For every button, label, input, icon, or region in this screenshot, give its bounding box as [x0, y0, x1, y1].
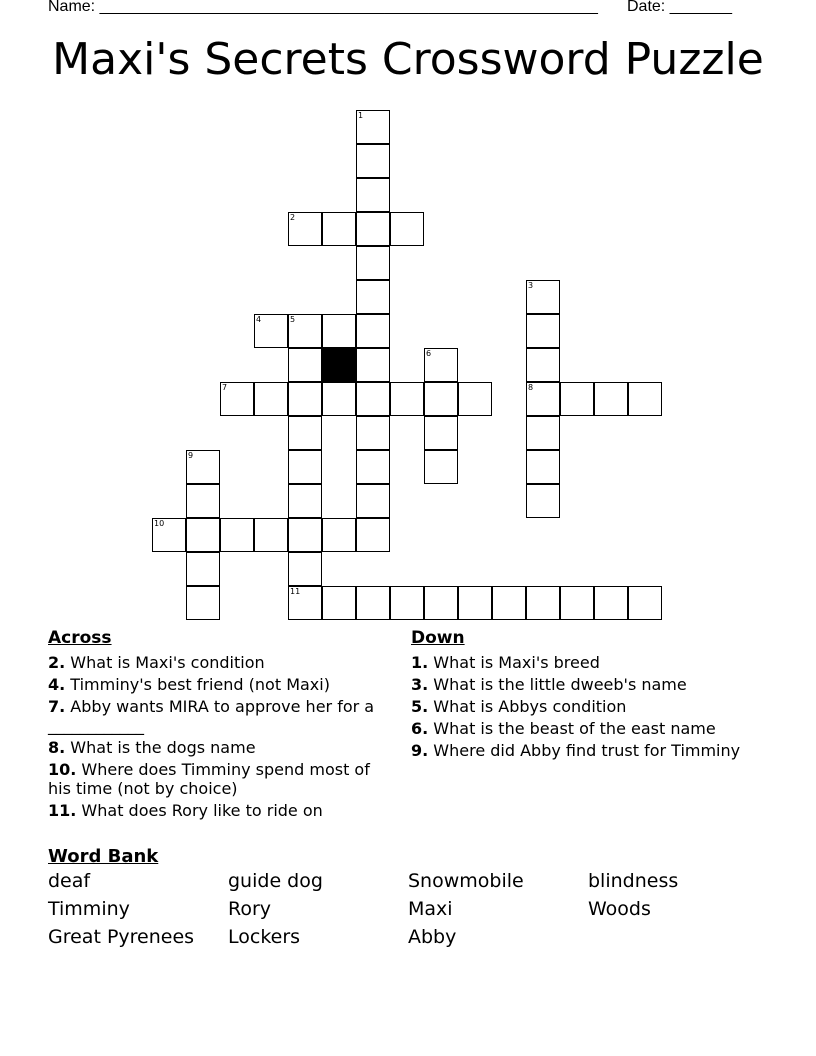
across-clues	[48, 628, 388, 823]
grid-cell[interactable]	[356, 144, 390, 178]
grid-cell[interactable]	[526, 484, 560, 518]
grid-cell[interactable]	[288, 450, 322, 484]
word-bank-word: guide dog	[228, 870, 323, 892]
grid-cell[interactable]	[458, 382, 492, 416]
grid-cell-2[interactable]	[288, 212, 322, 246]
word-bank-word: Abby	[408, 926, 457, 948]
grid-cell[interactable]	[628, 382, 662, 416]
grid-cell[interactable]	[628, 586, 662, 620]
clue-text: What is Maxi's breed	[428, 653, 600, 672]
grid-cell[interactable]	[424, 450, 458, 484]
down-clue	[411, 653, 771, 672]
down-clues	[411, 628, 771, 763]
across-clue-list	[48, 653, 388, 820]
grid-cell[interactable]	[186, 552, 220, 586]
grid-cell[interactable]	[288, 382, 322, 416]
grid-cell[interactable]	[322, 382, 356, 416]
clue-number: 7	[222, 383, 228, 392]
clue-number: 10	[154, 519, 165, 528]
clue-number-label: 10.	[48, 760, 77, 779]
grid-cell[interactable]	[322, 518, 356, 552]
grid-cell[interactable]	[288, 484, 322, 518]
grid-cell[interactable]	[356, 280, 390, 314]
clue-number: 9	[188, 451, 194, 460]
grid-cell[interactable]	[356, 212, 390, 246]
word-bank-heading: Word Bank	[48, 846, 159, 867]
down-clue	[411, 675, 771, 694]
grid-cell[interactable]	[186, 586, 220, 620]
grid-cell[interactable]	[356, 450, 390, 484]
clue-text: What is Maxi's condition	[65, 653, 265, 672]
clue-number-label: 5.	[411, 697, 429, 716]
grid-cell[interactable]	[560, 382, 594, 416]
clue-number: 1	[358, 111, 364, 120]
down-clue	[411, 719, 771, 738]
grid-cell[interactable]	[288, 348, 322, 382]
grid-cell[interactable]	[322, 314, 356, 348]
down-heading: Down	[411, 628, 465, 648]
clue-number: 6	[426, 349, 432, 358]
grid-cell-9[interactable]	[186, 450, 220, 484]
clue-number-label: 1.	[411, 653, 429, 672]
grid-cell[interactable]	[356, 246, 390, 280]
grid-cell[interactable]	[220, 518, 254, 552]
grid-cell[interactable]	[288, 416, 322, 450]
clue-text: What is Abbys condition	[428, 697, 627, 716]
down-clue	[411, 741, 771, 760]
clue-number-label: 9.	[411, 741, 429, 760]
clue-text: Where does Timminy spend most of his time (not by choice)	[48, 760, 370, 798]
grid-cell[interactable]	[526, 586, 560, 620]
grid-cell[interactable]	[560, 586, 594, 620]
across-clue	[48, 653, 388, 672]
word-bank-grid	[48, 870, 768, 949]
grid-cell[interactable]	[254, 518, 288, 552]
clue-text: Timminy's best friend (not Maxi)	[65, 675, 330, 694]
grid-cell[interactable]	[492, 586, 526, 620]
across-heading: Across	[48, 628, 112, 648]
grid-cell-8[interactable]	[526, 382, 560, 416]
grid-cell[interactable]	[356, 348, 390, 382]
word-bank	[48, 846, 768, 949]
page-title: Maxi's Secrets Crossword Puzzle	[52, 34, 764, 85]
word-bank-word: deaf	[48, 870, 91, 892]
grid-cell[interactable]	[526, 450, 560, 484]
clue-number: 2	[290, 213, 296, 222]
clue-text: What is the little dweeb's name	[428, 675, 687, 694]
clue-text: What does Rory like to ride on	[76, 801, 323, 820]
grid-cell[interactable]	[356, 314, 390, 348]
grid-cell-1[interactable]	[356, 110, 390, 144]
across-clue	[48, 738, 388, 757]
clue-number-label: 2.	[48, 653, 66, 672]
grid-cell-4[interactable]	[254, 314, 288, 348]
grid-cell[interactable]	[458, 586, 492, 620]
grid-cell[interactable]	[526, 314, 560, 348]
clue-number: 3	[528, 281, 534, 290]
across-clue	[48, 801, 388, 820]
grid-cell[interactable]	[356, 518, 390, 552]
across-clue	[48, 760, 388, 798]
grid-cell-7[interactable]	[220, 382, 254, 416]
word-bank-word: Woods	[588, 898, 651, 920]
clue-number-label: 7.	[48, 697, 66, 716]
clue-number-label: 8.	[48, 738, 66, 757]
across-clue	[48, 697, 388, 735]
clue-text: What is the beast of the east name	[428, 719, 716, 738]
word-bank-word: Snowmobile	[408, 870, 524, 892]
grid-cell[interactable]	[390, 212, 424, 246]
grid-cell-11[interactable]	[288, 586, 322, 620]
grid-cell-6[interactable]	[424, 348, 458, 382]
name-field-label: Name: ________________________________________________________	[48, 0, 598, 15]
clue-number: 11	[290, 587, 301, 596]
grid-cell[interactable]	[186, 518, 220, 552]
grid-cell[interactable]	[288, 552, 322, 586]
clue-number: 8	[528, 383, 534, 392]
grid-cell[interactable]	[356, 484, 390, 518]
grid-cell[interactable]	[356, 416, 390, 450]
clue-number-label: 6.	[411, 719, 429, 738]
word-bank-word: Lockers	[228, 926, 301, 948]
grid-cell[interactable]	[288, 518, 322, 552]
grid-cell[interactable]	[390, 382, 424, 416]
clue-text: Where did Abby find trust for Timminy	[428, 741, 741, 760]
clue-number: 4	[256, 315, 262, 324]
grid-cell[interactable]	[526, 348, 560, 382]
grid-cell[interactable]	[186, 484, 220, 518]
grid-cell[interactable]	[390, 586, 424, 620]
clue-number-label: 4.	[48, 675, 66, 694]
grid-cell[interactable]	[424, 586, 458, 620]
word-bank-word: Great Pyrenees	[48, 926, 195, 948]
grid-cell[interactable]	[594, 382, 628, 416]
across-clue	[48, 675, 388, 694]
clue-number: 5	[290, 315, 296, 324]
grid-cell[interactable]	[424, 416, 458, 450]
grid-cell-3[interactable]	[526, 280, 560, 314]
down-clue-list	[411, 653, 771, 760]
date-field-label: Date: _______	[627, 0, 732, 15]
grid-block-cell	[322, 348, 356, 382]
grid-cell[interactable]	[254, 382, 288, 416]
word-bank-word: blindness	[588, 870, 679, 892]
clue-text: Abby wants MIRA to approve her for a ____________	[48, 697, 375, 735]
grid-cell[interactable]	[322, 586, 356, 620]
down-clue	[411, 697, 771, 716]
grid-cell[interactable]	[356, 586, 390, 620]
grid-cell[interactable]	[526, 416, 560, 450]
clue-text: What is the dogs name	[65, 738, 256, 757]
grid-cell-10[interactable]	[152, 518, 186, 552]
word-bank-word: Rory	[228, 898, 272, 920]
clue-number-label: 11.	[48, 801, 77, 820]
word-bank-word: Maxi	[408, 898, 453, 920]
grid-cell-5[interactable]	[288, 314, 322, 348]
grid-cell[interactable]	[356, 382, 390, 416]
grid-cell[interactable]	[594, 586, 628, 620]
word-bank-word: Timminy	[48, 898, 130, 920]
grid-cell[interactable]	[424, 382, 458, 416]
grid-cell[interactable]	[322, 212, 356, 246]
clue-number-label: 3.	[411, 675, 429, 694]
grid-cell[interactable]	[356, 178, 390, 212]
